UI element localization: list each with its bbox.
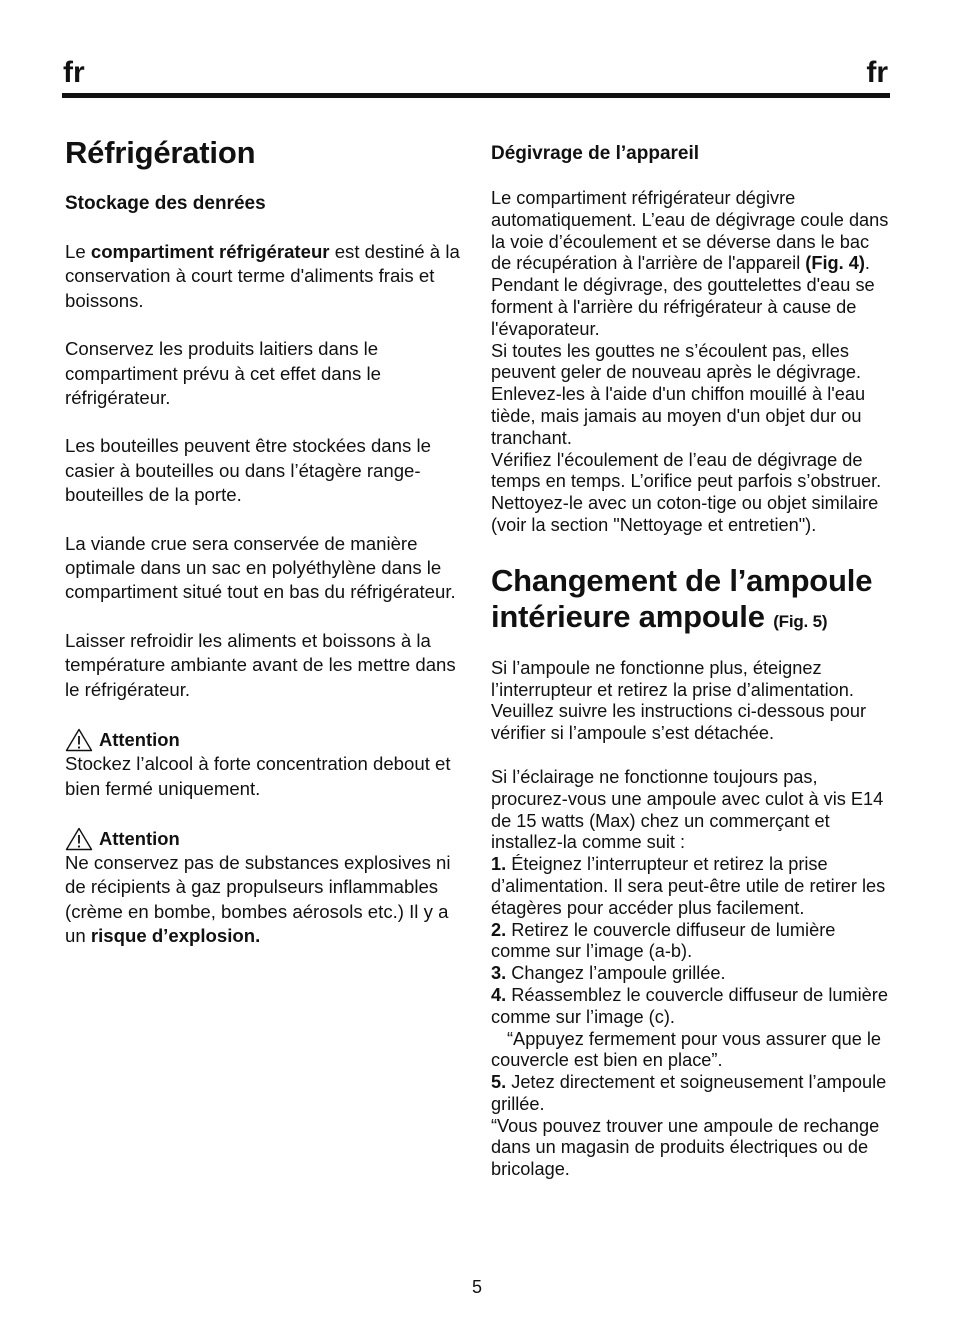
step-3: 3. Changez l’ampoule grillée.: [491, 963, 726, 984]
quote-press-firmly: “Appuyez fermement pour vous assurer que le couvercle est bien en place”.: [491, 1028, 882, 1071]
paragraph-dairy: Conservez les produits laitiers dans le compartiment prévu à cet effet dans le réfrigérateur.: [65, 338, 381, 409]
section-title-bulb: Changement de l’ampoule intérieure ampoule (Fig. 5): [491, 562, 873, 634]
figure-reference: (Fig. 5): [773, 611, 828, 631]
subtitle-food-storage: Stockage des denrées: [65, 193, 266, 214]
paragraph-bulb-replace: Si l’éclairage ne fonctionne toujours pas, procurez-vous une ampoule avec culot à vis E14 de 15 watts (Max) chez un commerçant et installez-la comme suit :: [491, 766, 884, 853]
attention-block-2: [65, 827, 465, 949]
subtitle-defrost: Dégivrage de l’appareil: [491, 143, 700, 164]
attention-heading-2: [65, 827, 465, 851]
language-label-left: fr: [63, 56, 85, 89]
step-2: 2. Retirez le couvercle diffuseur de lumière comme sur l’image (a-b).: [491, 919, 836, 962]
step-5: 5. Jetez directement et soigneusement l’ampoule grillée.: [491, 1072, 887, 1114]
step-4: 4. Réassemblez le couvercle diffuseur de lumière comme sur l’image (c).: [491, 984, 888, 1027]
paragraph-defrost-auto: Le compartiment réfrigérateur dégivre automatiquement. L’eau de dégivrage coule dans la voie d’écoulement et se déverse dans le bac de récupération à l'arrière de l'appareil (Fig. 4).: [491, 188, 889, 274]
warning-triangle-icon: [65, 827, 93, 851]
attention-text-2: Ne conservez pas de substances explosives ni de récipients à gaz propulseurs inflammables (crème en bombe, bombes aérosols etc.) Il y a un risque d’explosion.: [65, 851, 451, 947]
section-title-refrigeration: Réfrigération: [65, 135, 256, 170]
step-1: 1. Éteignez l’interrupteur et retirez la prise d’alimentation. Il sera peut-être utile de retirer les étagères pour accéder plus facilement.: [491, 854, 886, 918]
paragraph-defrost-freeze: Si toutes les gouttes ne s’écoulent pas, elles peuvent geler de nouveau après le dégivrage. Enlevez-les à l'aide d'un chiffon mouillé à l'eau tiède, mais jamais au moyen d'un objet dur ou tranchant.: [491, 340, 866, 448]
attention-label-2: Attention: [99, 827, 180, 849]
paragraph-bottles: Les bouteilles peuvent être stockées dans le casier à bouteilles ou dans l’étagère range-bouteilles de la porte.: [65, 435, 431, 506]
paragraph-compartment: Le compartiment réfrigérateur est destiné à la conservation à court terme d'aliments frais et boissons.: [65, 241, 460, 311]
left-column: [65, 130, 465, 949]
header-rule: [62, 93, 890, 98]
paragraph-bulb-off: Si l’ampoule ne fonctionne plus, éteignez l’interrupteur et retirez la prise d’alimentation. Veuillez suivre les instructions ci-dessous pour vérifier si l’ampoule s’est détachée.: [491, 657, 867, 744]
attention-block-1: [65, 728, 465, 801]
quote-spare-bulb: “Vous pouvez trouver une ampoule de rechange dans un magasin de produits électriques ou de bricolage.: [491, 1115, 880, 1180]
paragraph-defrost-droplets: Pendant le dégivrage, des gouttelettes d'eau se forment à l'arrière du réfrigérateur à cause de l'évaporateur.: [491, 275, 875, 339]
right-column: [491, 130, 891, 1181]
language-label-right: fr: [866, 56, 888, 89]
paragraph-meat: La viande crue sera conservée de manière optimale dans un sac en polyéthylène dans le compartiment situé tout en bas du réfrigérateur.: [65, 532, 456, 603]
page-number: 5: [471, 1277, 482, 1297]
attention-heading-1: [65, 728, 465, 752]
attention-label-1: Attention: [99, 729, 180, 751]
paragraph-defrost-check: Vérifiez l'écoulement de l’eau de dégivrage de temps en temps. L’orifice peut parfois s’obstruer. Nettoyez-le avec un coton-tige ou objet similaire (voir la section "Nettoyage et entretien").: [491, 449, 882, 535]
warning-triangle-icon: [65, 728, 93, 752]
paragraph-cooling: Laisser refroidir les aliments et boissons à la température ambiante avant de les mettre dans le réfrigérateur.: [65, 629, 456, 700]
attention-text-1: Stockez l’alcool à forte concentration debout et bien fermé uniquement.: [65, 753, 451, 799]
